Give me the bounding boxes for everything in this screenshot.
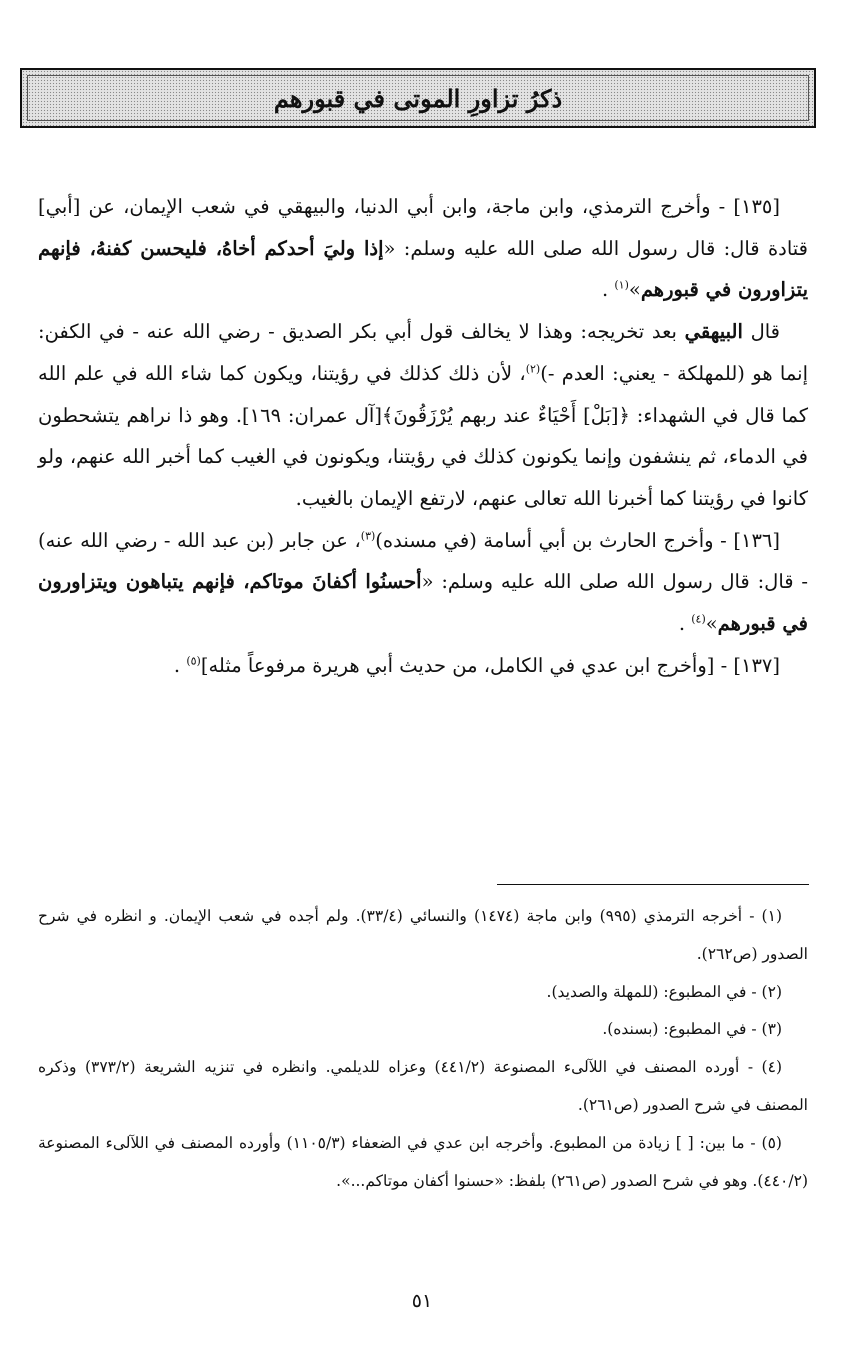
footnote-1: (١) - أخرجه الترمذي (٩٩٥) وابن ماجة (١٤٧٤) والنسائي (٣٣/٤). ولم أجده في شعب الإيمان. و انظره في شرح الصدور (ص٢٦٢). — [38, 907, 808, 963]
page-number: ٥١ — [411, 1290, 433, 1312]
footnote-5: (٥) - ما بين: [ ] زيادة من المطبوع. وأخرجه ابن عدي في الضعفاء (١١٠٥/٣) وأورده المصنف في اللآلىء المصنوعة (٤٤٠/٢). وهو في شرح الصدور (ص٢٦١) بلفظ: «حسنوا أكفان موتاكم...». — [38, 1133, 808, 1190]
paragraph-bayhaqi: قال البيهقي بعد تخريجه: وهذا لا يخالف قول أبي بكر الصديق - رضي الله عنه - في الكفن: إنما هو (للمهلكة - يعني: العدم -)$^{(٢)}$، لأن ذلك كذلك في رؤيتنا، ويكون كما شاء الله في علم الله كما قال في الشهداء: ﴿[بَلْ] أَحْيَاءٌ عند ربهم يُرْزَقُونَ﴾[آل عمران: ١٦٩]. وهو ذا نراهم يتشحطون في الدماء، ثم ينشفون وإنما يكونون كذلك في رؤيتنا، ويكونون في الغيب كما أخبر الله عنهم، ولو كانوا في رؤيتنا كما أخبرنا الله تعالى عنهم، لارتفع الإيمان بالغيب. — [38, 320, 808, 510]
footnote-separator — [497, 884, 809, 885]
paragraph-135: [١٣٥] - وأخرج الترمذي، وابن ماجة، وابن أبي الدنيا، والبيهقي في شعب الإيمان، عن [أبي] قتادة قال: قال رسول الله صلى الله عليه وسلم: «إذا وليَ أحدكم أخاهُ، فليحسن كفنهُ، فإنهم يتزاورون في قبورهم»$^{(١)}$ . — [38, 195, 808, 302]
scholar-name: البيهقي — [684, 320, 743, 344]
footnote-ref-3: (٣) — [360, 529, 376, 543]
footnote-ref-4: (٤) — [691, 612, 706, 626]
footnote-ref-5: (٥) — [186, 654, 201, 668]
paragraph-136: [١٣٦] - وأخرج الحارث بن أبي أسامة (في مسنده)$^{(٣)}$، عن جابر (بن عبد الله - رضي الله عنه) - قال: قال رسول الله صلى الله عليه وسلم: «أحسنُوا أكفانَ موتاكم، فإنهم يتباهون ويتزاورون في قبورهم»$^{(٤)}$ . — [38, 528, 809, 636]
chapter-title-frame — [27, 75, 809, 121]
footnote-4: (٤) - أورده المصنف في اللآلىء المصنوعة (٤٤١/٢) وعزاه للديلمي. وانظره في تنزيه الشريعة (٣٧٣/٢) وذكره المصنف في شرح الصدور (ص٢٦١). — [38, 1058, 808, 1114]
footnote-3: (٣) - في المطبوع: (بسنده). — [602, 1020, 782, 1039]
hadith-text: إذا وليَ أحدكم أخاهُ، فليحسن كفنهُ، فإنهم يتزاورون في قبورهم — [38, 236, 808, 302]
footnote-2: (٢) - في المطبوع: (للمهلة والصديد). — [546, 982, 782, 1001]
chapter-title-box — [20, 68, 816, 128]
footnotes — [38, 898, 808, 1200]
hadith-text: أحسنُوا أكفانَ موتاكم، فإنهم يتباهون ويتزاورون في قبورهم — [38, 570, 808, 636]
main-text — [38, 186, 808, 686]
footnote-ref-2: (٢) — [525, 362, 541, 376]
footnote-ref-1: (١) — [614, 278, 629, 292]
chapter-title: ذكرُ تزاورِ الموتى في قبورهم — [273, 83, 563, 113]
paragraph-137: [١٣٧] - [وأخرج ابن عدي في الكامل، من حديث أبي هريرة مرفوعاً مثله]$^{(٥)}$ . — [173, 653, 780, 677]
